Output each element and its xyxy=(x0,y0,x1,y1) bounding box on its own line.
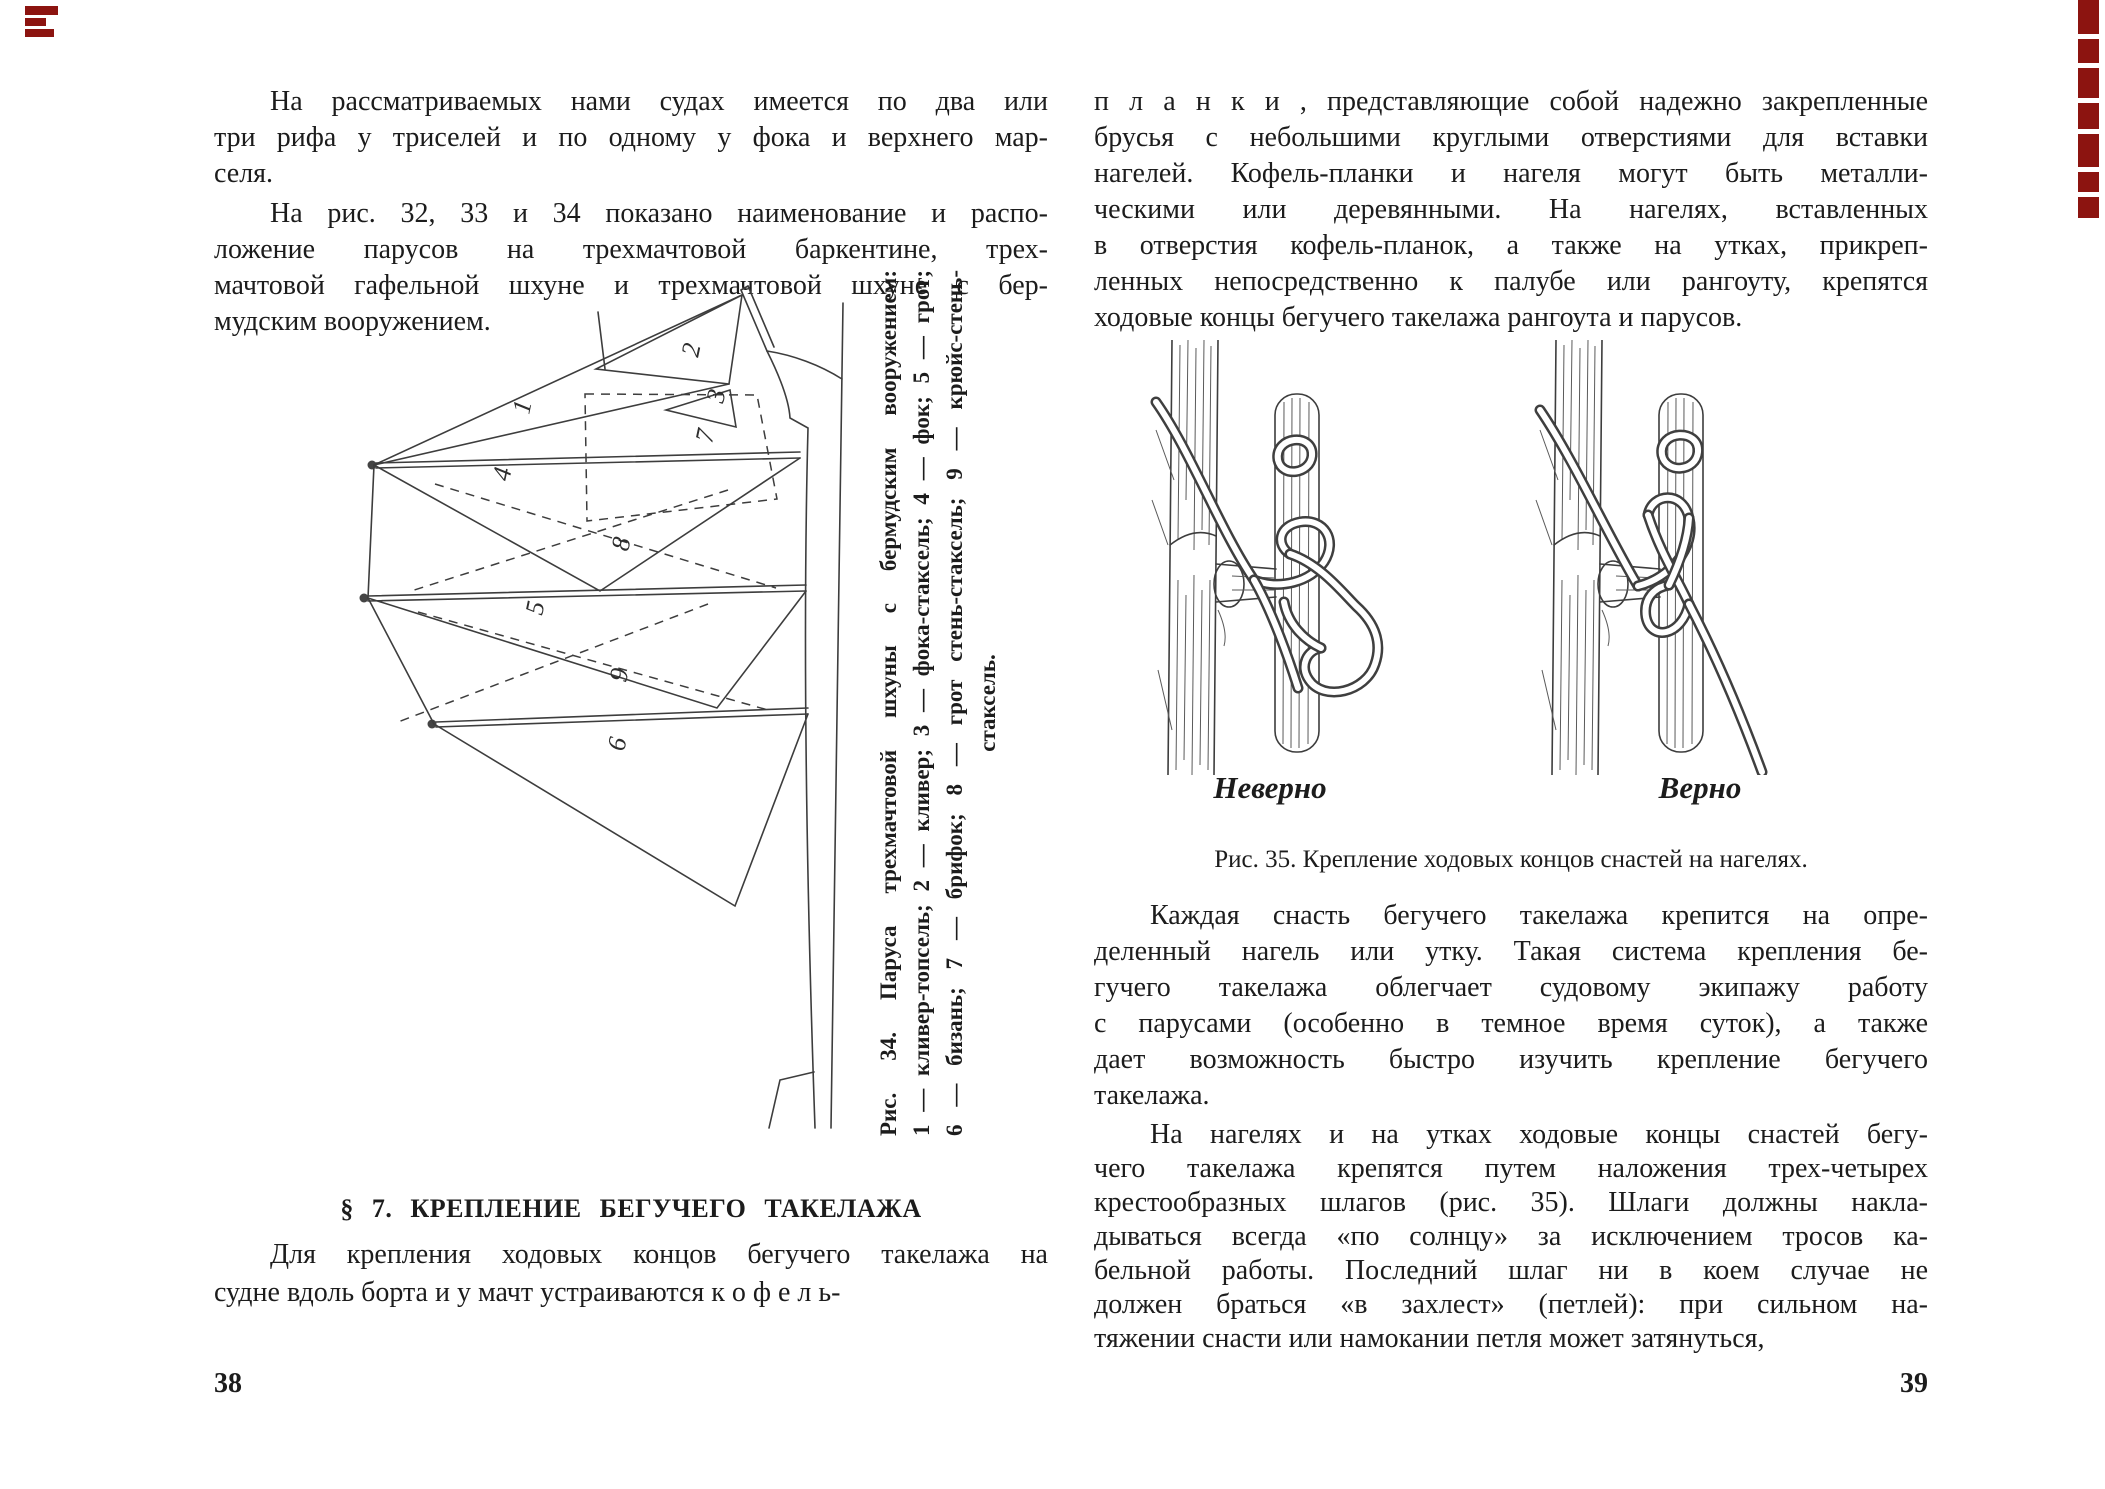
page-number-right: 39 xyxy=(1900,1368,1928,1399)
wood-post xyxy=(1536,340,1602,775)
text-line: такелажа. xyxy=(1094,1080,1210,1111)
masts xyxy=(360,452,809,729)
text-line: мачтовой гафельной шхуне и трехмачтовой шхуне с бер- xyxy=(214,270,1048,301)
text-line: п л а н к и , представляющие собой надежно закрепленные xyxy=(1094,86,1928,117)
paragraph xyxy=(1094,1118,1928,1356)
hull-and-spars xyxy=(598,286,843,1128)
text-line: с парусами (особенно в темное время суток), а также xyxy=(1094,1008,1928,1039)
figure-35-etching-wrong xyxy=(1128,340,1480,775)
sail-outlines xyxy=(368,295,808,906)
text-line: гучего такелажа облегчает судовому экипажу работу xyxy=(1094,972,1928,1003)
rope-wraps xyxy=(1540,410,1762,772)
text-line: должен браться «в захлест» (петлей): при сильном на- xyxy=(1094,1289,1928,1320)
rope-wraps xyxy=(1156,402,1378,692)
text-line: На нагелях и на утках ходовые концы снастей бегу- xyxy=(1150,1119,1928,1150)
paragraph xyxy=(214,1236,1048,1312)
text-line: ходовые концы бегучего такелажа рангоута и парусов. xyxy=(1094,302,1743,333)
text-line: ложение парусов на трехмачтовой баркентине, трех- xyxy=(214,234,1048,265)
text-line: брусья с небольшими круглыми отверстиями для вставки xyxy=(1094,122,1928,153)
sail-number-labels xyxy=(487,341,732,754)
text-line: ческими или деревянными. На нагелях, вставленных xyxy=(1094,194,1928,225)
caption-line: стаксель. xyxy=(975,654,1000,752)
text-line: На рис. 32, 33 и 34 показано наименование и распо- xyxy=(270,198,1048,229)
text-line: ленных непосредственно к палубе или рангоуту, крепятся xyxy=(1094,266,1928,297)
figure-34-caption xyxy=(872,270,1004,1136)
caption-line: 6 — бизань; 7 — брифок; 8 — грот стень-стаксель; 9 — крюйс-стень- xyxy=(942,270,967,1136)
page-number-left: 38 xyxy=(214,1368,242,1399)
text-line: селя. xyxy=(214,158,274,189)
text-line: чего такелажа крепятся путем наложения трех-четырех xyxy=(1094,1153,1928,1184)
text-line: Для крепления ходовых концов бегучего такелажа на xyxy=(270,1239,1048,1270)
caption-line: 1 — кливер-топсель; 2 — кливер; 3 — фока-стаксель; 4 — фок; 5 — грот; xyxy=(909,270,934,1136)
dashed-sail-outlines xyxy=(398,394,777,722)
text-line: мудским вооружением. xyxy=(214,306,491,337)
sail-number: 7 xyxy=(689,426,721,446)
right-page xyxy=(1094,0,1928,1489)
text-line: дываться всегда «по солнцу» за исключением тросов ка- xyxy=(1094,1221,1928,1252)
sail-number: 3 xyxy=(700,386,732,406)
caption-line: Рис. 34. Паруса трехмачтовой шхуны с бермудским вооружением: xyxy=(876,270,901,1136)
figure-35-etching-correct xyxy=(1512,340,1864,775)
text-line: тяжении снасти или намокании петля может затянуться, xyxy=(1094,1323,1765,1354)
sail-number: 4 xyxy=(486,464,518,484)
section-heading: § 7. КРЕПЛЕНИЕ БЕГУЧЕГО ТАКЕЛАЖА xyxy=(340,1193,922,1223)
text-line: в отверстия кофель-планок, а также на утках, прикреп- xyxy=(1094,230,1928,261)
figure-34-sail-plan xyxy=(268,252,878,1142)
text-line: три рифа у триселей и по одному у фока и верхнего мар- xyxy=(214,122,1048,153)
sail-number: 2 xyxy=(675,340,707,360)
text-line: бельной работы. Последний шлаг ни в коем случае не xyxy=(1094,1255,1928,1286)
figure-35-label-wrong: Неверно xyxy=(1213,770,1327,805)
text-line: судне вдоль борта и у мачт устраиваются к о ф е л ь- xyxy=(214,1277,841,1308)
text-line: дает возможность быстро изучить крепление бегучего xyxy=(1094,1044,1928,1075)
paragraph xyxy=(1094,84,1928,336)
sail-number: 1 xyxy=(506,397,538,417)
sail-number: 5 xyxy=(519,598,551,618)
text-line: деленный нагель или утку. Такая система крепления бе- xyxy=(1094,936,1928,967)
text-line: Каждая снасть бегучего такелажа крепится на опре- xyxy=(1150,900,1928,931)
text-line: крестообразных шлагов (рис. 35). Шлаги должны накла- xyxy=(1094,1187,1928,1218)
sail-number: 6 xyxy=(601,734,633,754)
sail-number: 8 xyxy=(605,534,637,554)
text-line: На рассматриваемых нами судах имеется по два или xyxy=(270,86,1048,117)
sail-number: 9 xyxy=(603,665,635,685)
paragraph xyxy=(1094,898,1928,1114)
figure-35-label-correct: Верно xyxy=(1658,770,1742,805)
paragraph xyxy=(214,84,1048,192)
text-line: нагелей. Кофель-планки и нагеля могут быть металли- xyxy=(1094,158,1928,189)
figure-35-caption: Рис. 35. Крепление ходовых концов снастей на нагелях. xyxy=(1214,846,1808,873)
